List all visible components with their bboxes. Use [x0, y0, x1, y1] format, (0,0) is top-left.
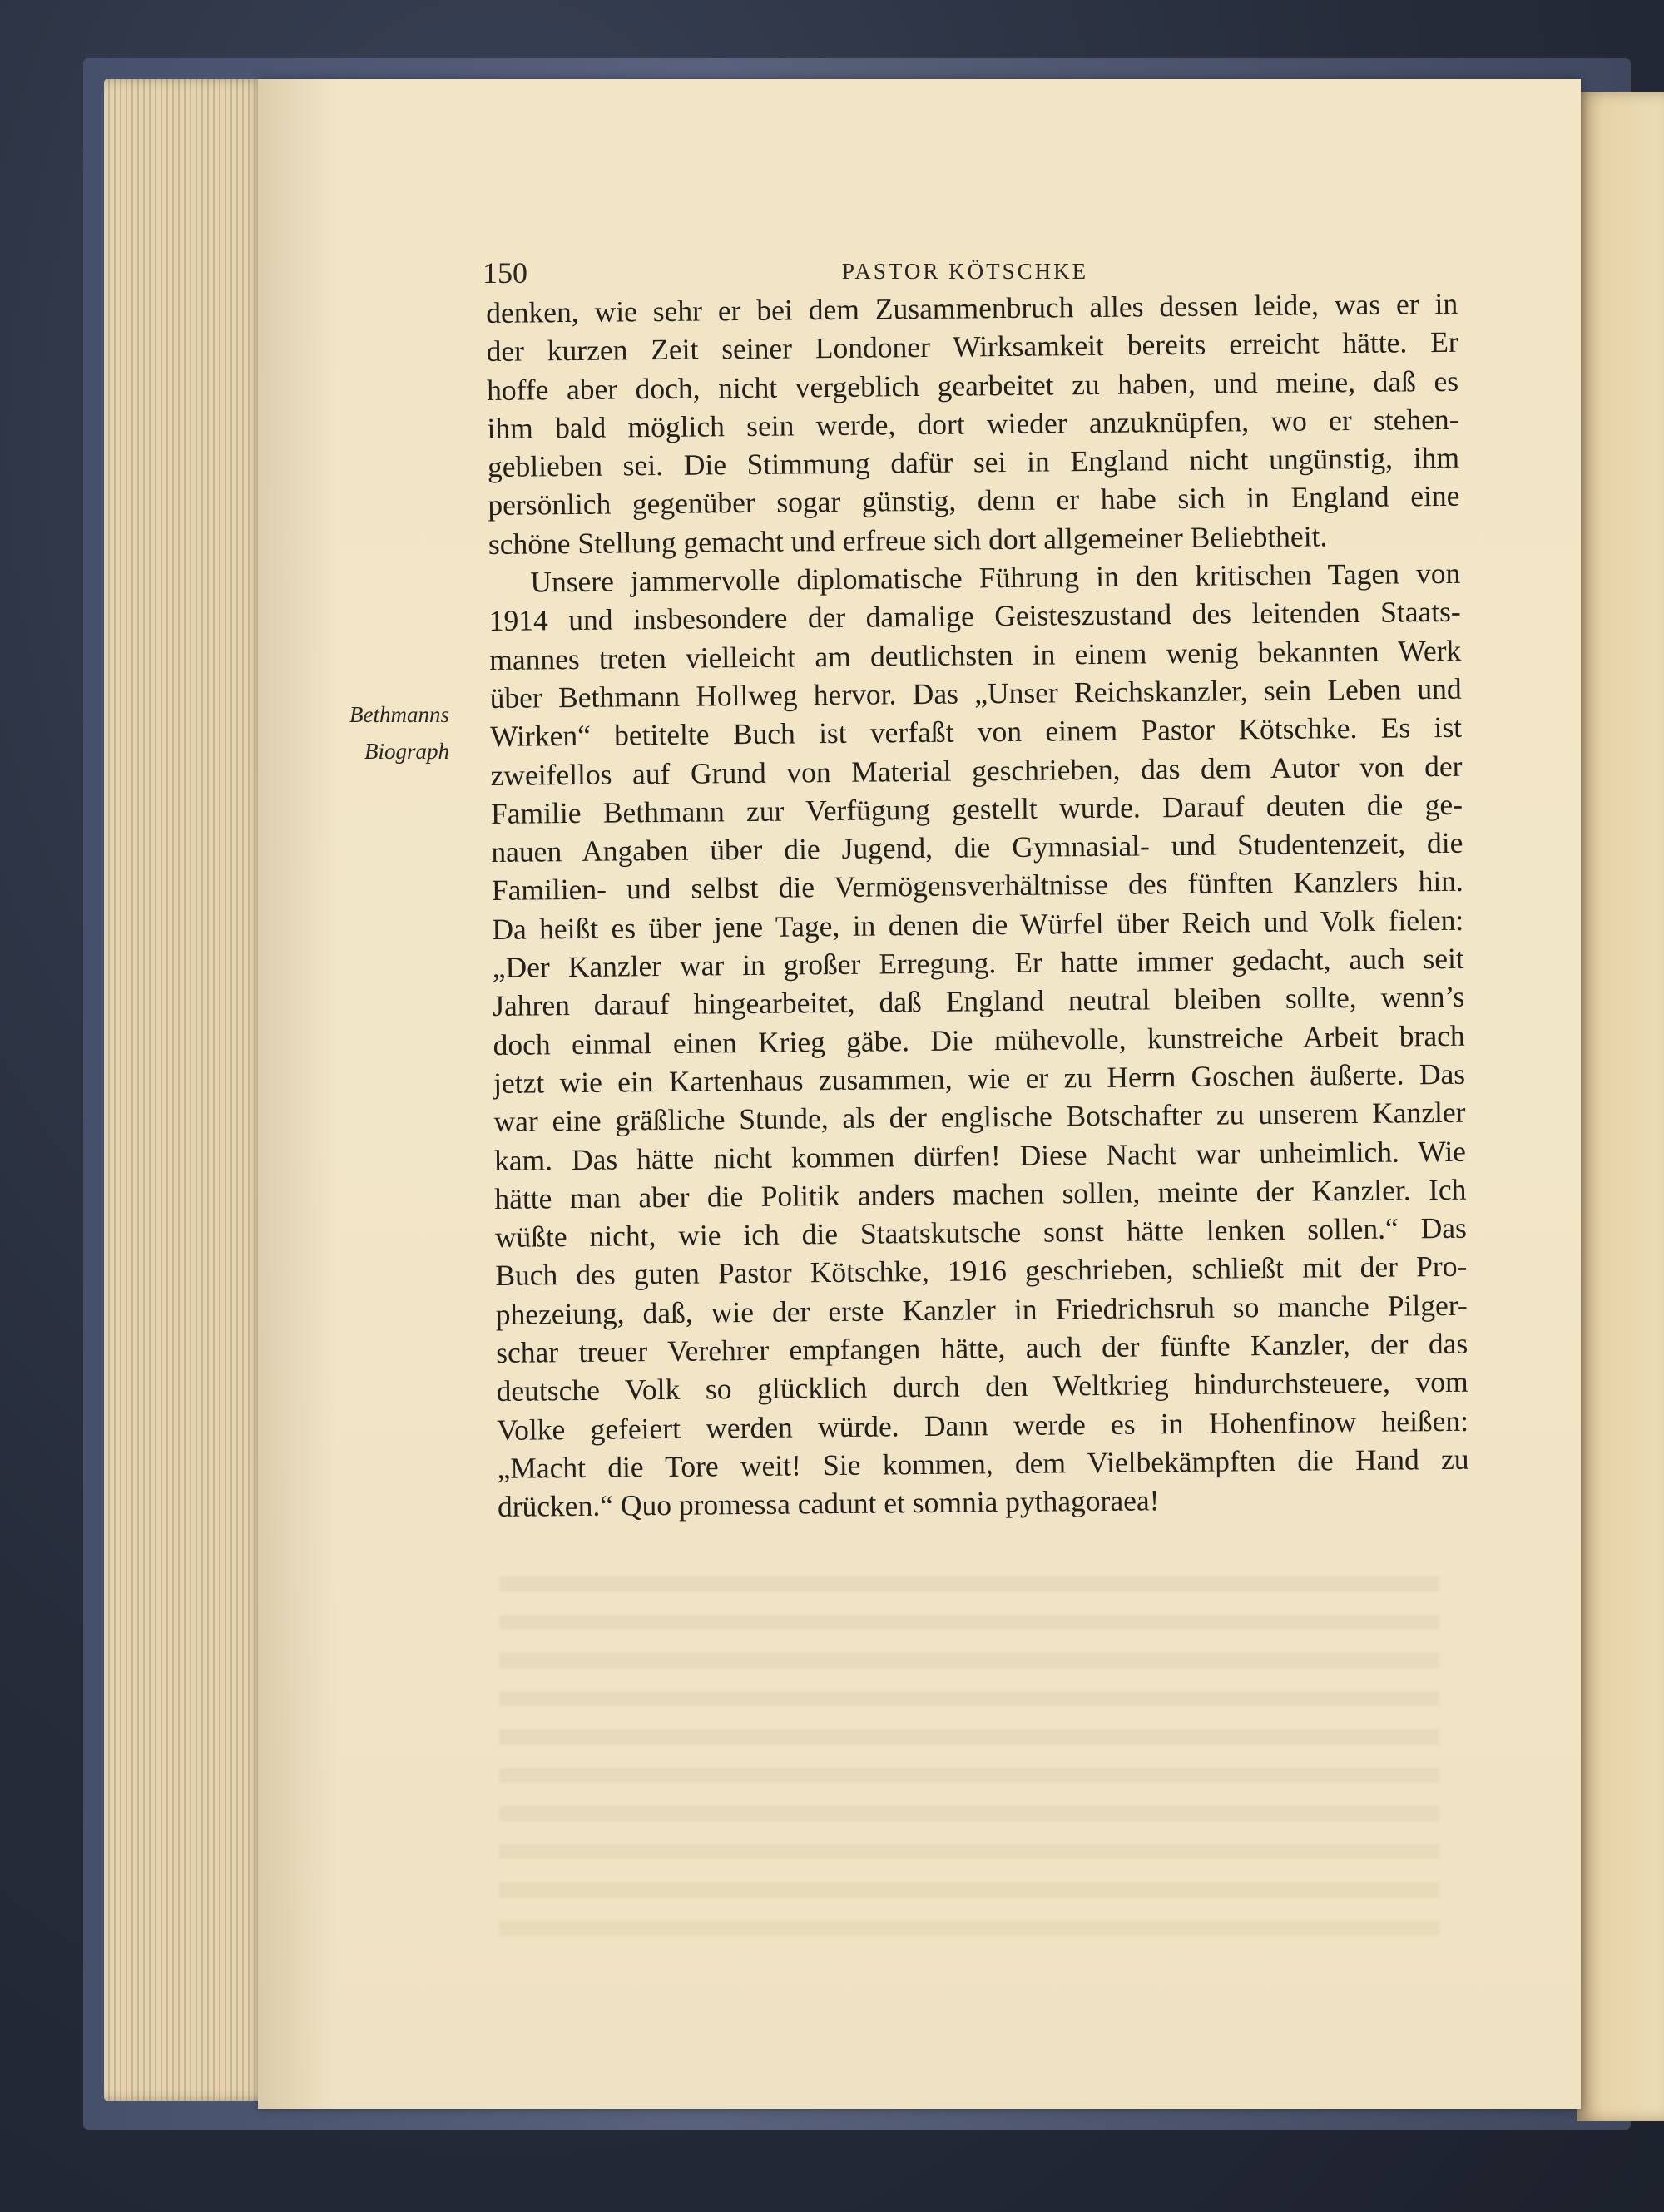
text-line: schöne Stellung gemacht und erfreue sich dort allgemeiner Beliebtheit. — [488, 519, 1328, 561]
show-through-text — [499, 1576, 1439, 1942]
text-line: war eine gräßliche Stunde, als der englische Botschafter zu unserem Kanzler — [493, 1095, 1466, 1139]
text-line: ihm bald möglich sein werde, dort wieder anzuknüpfen, wo er stehen- — [487, 402, 1459, 445]
margin-note-line: Bethmanns — [349, 702, 449, 727]
text-line: Wirken“ betitelte Buch ist verfaßt von einem Pastor Kötschke. Es ist — [489, 710, 1463, 754]
text-line: „Macht die Tore weit! Sie kommen, dem Vielbekämpften die Hand zu — [497, 1442, 1469, 1485]
text-line: Buch des guten Pastor Kötschke, 1916 geschrieben, schließt mit der Pro- — [495, 1250, 1468, 1293]
text-line: geblieben sei. Die Stimmung dafür sei in England nicht ungünstig, ihm — [487, 440, 1460, 484]
text-line: 1914 und insbesondere der damalige Geisteszustand des leitenden Staats- — [488, 595, 1461, 638]
adjacent-page-strip — [1577, 92, 1664, 2121]
text-line: der kurzen Zeit seiner Londoner Wirksamkeit bereits erreicht hätte. Er — [486, 325, 1458, 369]
page-number: 150 — [483, 256, 527, 289]
text-line: nauen Angaben über die Jugend, die Gymnasial- und Studentenzeit, die — [491, 825, 1463, 869]
text-line: jetzt wie ein Kartenhaus zusammen, wie er zu Herrn Goschen äußerte. Das — [493, 1057, 1466, 1100]
text-line: deutsche Volk so glücklich durch den Weltkrieg hindurchsteuere, vom — [496, 1365, 1468, 1408]
text-line: Unsere jammervolle diplomatische Führung in den kritischen Tagen von — [530, 556, 1461, 599]
text-line: „Der Kanzler war in großer Erregung. Er hatte immer gedacht, auch seit — [492, 941, 1464, 985]
text-line: mannes treten vielleicht am deutlichsten in einem wenig bekannten Werk — [489, 633, 1462, 676]
margin-note-line: Biograph — [364, 739, 449, 764]
margin-note — [349, 696, 449, 769]
text-line: Familie Bethmann zur Verfügung gestellt wurde. Darauf deuten die ge- — [490, 787, 1463, 830]
text-line: kam. Das hätte nicht kommen dürfen! Diese Nacht war unheimlich. Wie — [493, 1134, 1467, 1177]
book-page — [258, 79, 1581, 2109]
running-title: PASTOR KÖTSCHKE — [841, 259, 1089, 284]
text-line: denken, wie sehr er bei dem Zusammenbruch alles dessen leide, was er in — [486, 286, 1458, 329]
text-line: zweifellos auf Grund von Material geschrieben, das dem Autor von der — [490, 749, 1463, 792]
text-line: Familien- und selbst die Vermögensverhältnisse des fünften Kanzlers hin. — [491, 864, 1464, 908]
text-line: schar treuer Verehrer empfangen hätte, auch der fünfte Kanzler, der das — [496, 1326, 1468, 1369]
body-text — [486, 285, 1469, 1527]
text-line: Volke gefeiert werden würde. Dann werde es in Hohenfinow heißen: — [496, 1403, 1469, 1447]
text-line: hätte man aber die Politik anders machen sollen, meinte der Kanzler. Ich — [494, 1172, 1467, 1215]
text-line: wüßte nicht, wie ich die Staatskutsche sonst hätte lenken sollen.“ Das — [494, 1210, 1468, 1254]
text-line: drücken.“ Quo promessa cadunt et somnia pythagoraea! — [497, 1483, 1160, 1524]
text-line: über Bethmann Hollweg hervor. Das „Unser Reichskanzler, sein Leben und — [489, 671, 1462, 715]
text-line: doch einmal einen Krieg gäbe. Die mühevolle, kunstreiche Arbeit brach — [493, 1018, 1465, 1061]
text-line: Da heißt es über jene Tage, in denen die Würfel über Reich und Volk fielen: — [492, 903, 1464, 946]
text-line: phezeiung, daß, wie der erste Kanzler in Friedrichsruh so manche Pilger- — [495, 1288, 1468, 1331]
text-line: persönlich gegenüber sogar günstig, denn er habe sich in England eine — [488, 479, 1460, 522]
text-line: Jahren darauf hingearbeitet, daß England neutral bleiben sollte, wenn’s — [493, 980, 1465, 1023]
text-line: hoffe aber doch, nicht vergeblich gearbeitet zu haben, und meine, daß es — [486, 364, 1459, 407]
